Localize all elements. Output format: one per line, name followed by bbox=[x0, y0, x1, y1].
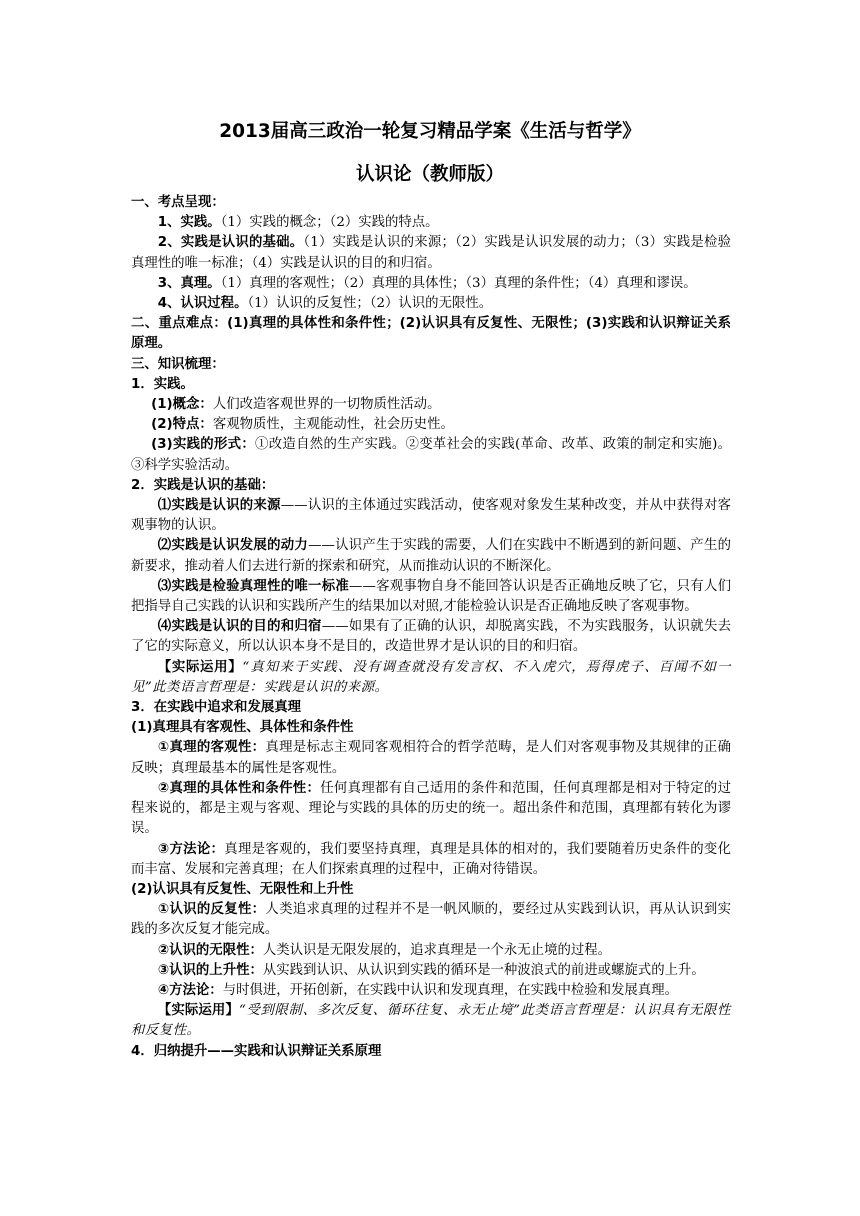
paragraph-text: 人类追求真理的过程并不是一帆风顺的，要经过从实践到认识，再从认识到实践的多次反复才能完成。 bbox=[131, 902, 731, 938]
section-heading-3: 三、知识梳理： bbox=[131, 356, 225, 372]
section-heading-1: 一、考点呈现： bbox=[131, 195, 225, 210]
paragraph-text: 与时俱进，开拓创新，在实践中认识和发现真理，在实践中检验和发展真理。 bbox=[222, 982, 678, 998]
bold-term: (1)概念： bbox=[151, 397, 213, 413]
paragraph-text: 真理是客观的，我们要坚持真理，真理是具体的相对的，我们要随着历史条件的变化而丰富、发展和完善真理；在人们探索真理的过程中，正确对待错误。 bbox=[131, 841, 731, 877]
paragraph-text: 客观物质性，主观能动性，社会历史性。 bbox=[212, 417, 454, 433]
document-body bbox=[131, 193, 731, 1062]
paragraph-text: “受到限制、多次反复、循环往复、永无止境”此类语言哲理是：认识具有无限性和反复性。 bbox=[131, 1003, 731, 1039]
bold-term: ②真理的具体性和条件性： bbox=[157, 780, 321, 796]
bold-term: 【实际运用】 bbox=[157, 1003, 239, 1019]
bold-term: ②认识的无限性： bbox=[157, 942, 263, 958]
heading-text: (1)真理的具体性和条件性；(2)认识具有反复性、无限性；(3)实践和认识辩证关系原理。 bbox=[131, 316, 732, 352]
paragraph bbox=[131, 233, 731, 273]
bold-term: 3、真理。 bbox=[157, 275, 221, 291]
paragraph-text: “真知来于实践、没有调查就没有发言权、不入虎穴，焉得虎子、百闻不如一见”此类语言哲理是：实践是认识的来源。 bbox=[131, 659, 732, 695]
paragraph bbox=[131, 577, 731, 617]
paragraph bbox=[131, 981, 731, 1001]
paragraph-text: ①改造自然的生产实践。②变革社会的实践(革命、改革、政策的制定和实施)。 ③科学实验活动。 bbox=[131, 437, 731, 473]
bold-term: ⑵实践是认识发展的动力 bbox=[157, 538, 309, 554]
paragraph-text: （1）实践是认识的来源；（2）实践是认识发展的动力；（3）实践是检验真理性的唯一标准；（4）实践是认识的目的和归宿。 bbox=[131, 235, 731, 271]
bold-term: ③方法论： bbox=[157, 841, 225, 857]
subsection-heading: (1)真理具有客观性、具体性和条件性 bbox=[131, 720, 354, 736]
paragraph bbox=[131, 415, 731, 435]
heading-label: 二、重点难点： bbox=[131, 316, 228, 332]
bold-term: ⑴实践是认识的来源 bbox=[157, 498, 281, 514]
paragraph-text: ——认识的主体通过实践活动，使客观对象发生某种改变，并从中获得对客观事物的认识。 bbox=[131, 498, 732, 534]
paragraph bbox=[131, 213, 731, 233]
paragraph bbox=[131, 961, 731, 981]
practical-application bbox=[131, 1001, 731, 1041]
paragraph bbox=[131, 617, 731, 657]
paragraph bbox=[131, 496, 731, 536]
bold-term: 1、实践。 bbox=[157, 215, 221, 231]
paragraph bbox=[131, 738, 731, 778]
paragraph bbox=[131, 274, 731, 294]
subsection-heading: 1．实践。 bbox=[131, 376, 194, 392]
paragraph-text: 人们改造客观世界的一切物质性活动。 bbox=[212, 397, 441, 413]
paragraph-text: ——如果有了正确的认识，却脱离实践，不为实践服务，认识就失去了它的实际意义，所以认识本身不是目的，改造世界才是认识的目的和归宿。 bbox=[131, 619, 732, 655]
bold-term: 2、实践是认识的基础。 bbox=[157, 235, 304, 251]
bold-term: ④方法论： bbox=[157, 982, 223, 998]
paragraph bbox=[131, 779, 731, 840]
bold-term: (2)特点： bbox=[151, 417, 213, 433]
paragraph bbox=[131, 536, 731, 576]
subsection-heading: 3．在实践中追求和发展真理 bbox=[131, 700, 302, 716]
paragraph-text: 人类认识是无限发展的，追求真理是一个永无止境的过程。 bbox=[262, 942, 612, 958]
paragraph-text: （1）实践的概念；（2）实践的特点。 bbox=[220, 215, 439, 231]
paragraph-text: 任何真理都有自己适用的条件和范围，任何真理都是相对于特定的过程来说的，都是主观与客观、理论与实践的具体的历史的统一。超出条件和范围，真理都有转化为谬误。 bbox=[131, 780, 732, 837]
document-title: 2013届高三政治一轮复习精品学案《生活与哲学》 bbox=[219, 121, 641, 142]
bold-term: 【实际运用】 bbox=[157, 659, 243, 675]
paragraph bbox=[131, 294, 731, 314]
paragraph bbox=[131, 900, 731, 940]
paragraph-text: （1）真理的客观性；（2）真理的具体性；（3）真理的条件性；（4）真理和谬误。 bbox=[220, 275, 697, 291]
bold-term: (3)实践的形式： bbox=[151, 437, 256, 453]
practical-application bbox=[131, 658, 731, 698]
bold-term: ⑷实践是认识的目的和归宿 bbox=[157, 619, 322, 635]
subsection-heading: 2．实践是认识的基础： bbox=[131, 477, 275, 493]
bold-term: ①认识的反复性： bbox=[157, 902, 266, 918]
paragraph bbox=[131, 941, 731, 961]
paragraph bbox=[131, 840, 731, 880]
subsection-heading: 4．归纳提升——实践和认识辩证关系原理 bbox=[131, 1043, 382, 1059]
subsection-heading: (2)认识具有反复性、无限性和上升性 bbox=[131, 881, 354, 897]
bold-term: ③认识的上升性： bbox=[157, 962, 263, 978]
paragraph-text: （1）认识的反复性；（2）认识的无限性。 bbox=[247, 296, 493, 312]
paragraph-text: 真理是标志主观同客观相符合的哲学范畴，是人们对客观事物及其规律的正确反映；真理最基本的属性是客观性。 bbox=[131, 740, 731, 776]
paragraph-text: 从实践到认识、从认识到实践的循环是一种波浪式的前进或螺旋式的上升。 bbox=[262, 962, 705, 978]
document-subtitle: 认识论（教师版） bbox=[355, 164, 504, 185]
paragraph bbox=[131, 395, 731, 415]
paragraph-text: ——客观事物自身不能回答认识是否正确地反映了它，只有人们把指导自己实践的认识和实践所产生的结果加以对照,才能检验认识是否正确地反映了客观事物。 bbox=[131, 578, 732, 615]
section-heading-2 bbox=[131, 314, 731, 354]
bold-term: ⑶实践是检验真理性的唯一标准 bbox=[157, 578, 350, 594]
paragraph-text: ——认识产生于实践的需要，人们在实践中不断遇到的新问题、产生的新要求，推动着人们去进行新的探索和研究，从而推动认识的不断深化。 bbox=[131, 538, 731, 574]
bold-term: ①真理的客观性： bbox=[157, 740, 266, 756]
bold-term: 4、认识过程。 bbox=[157, 296, 248, 312]
paragraph bbox=[131, 435, 731, 475]
